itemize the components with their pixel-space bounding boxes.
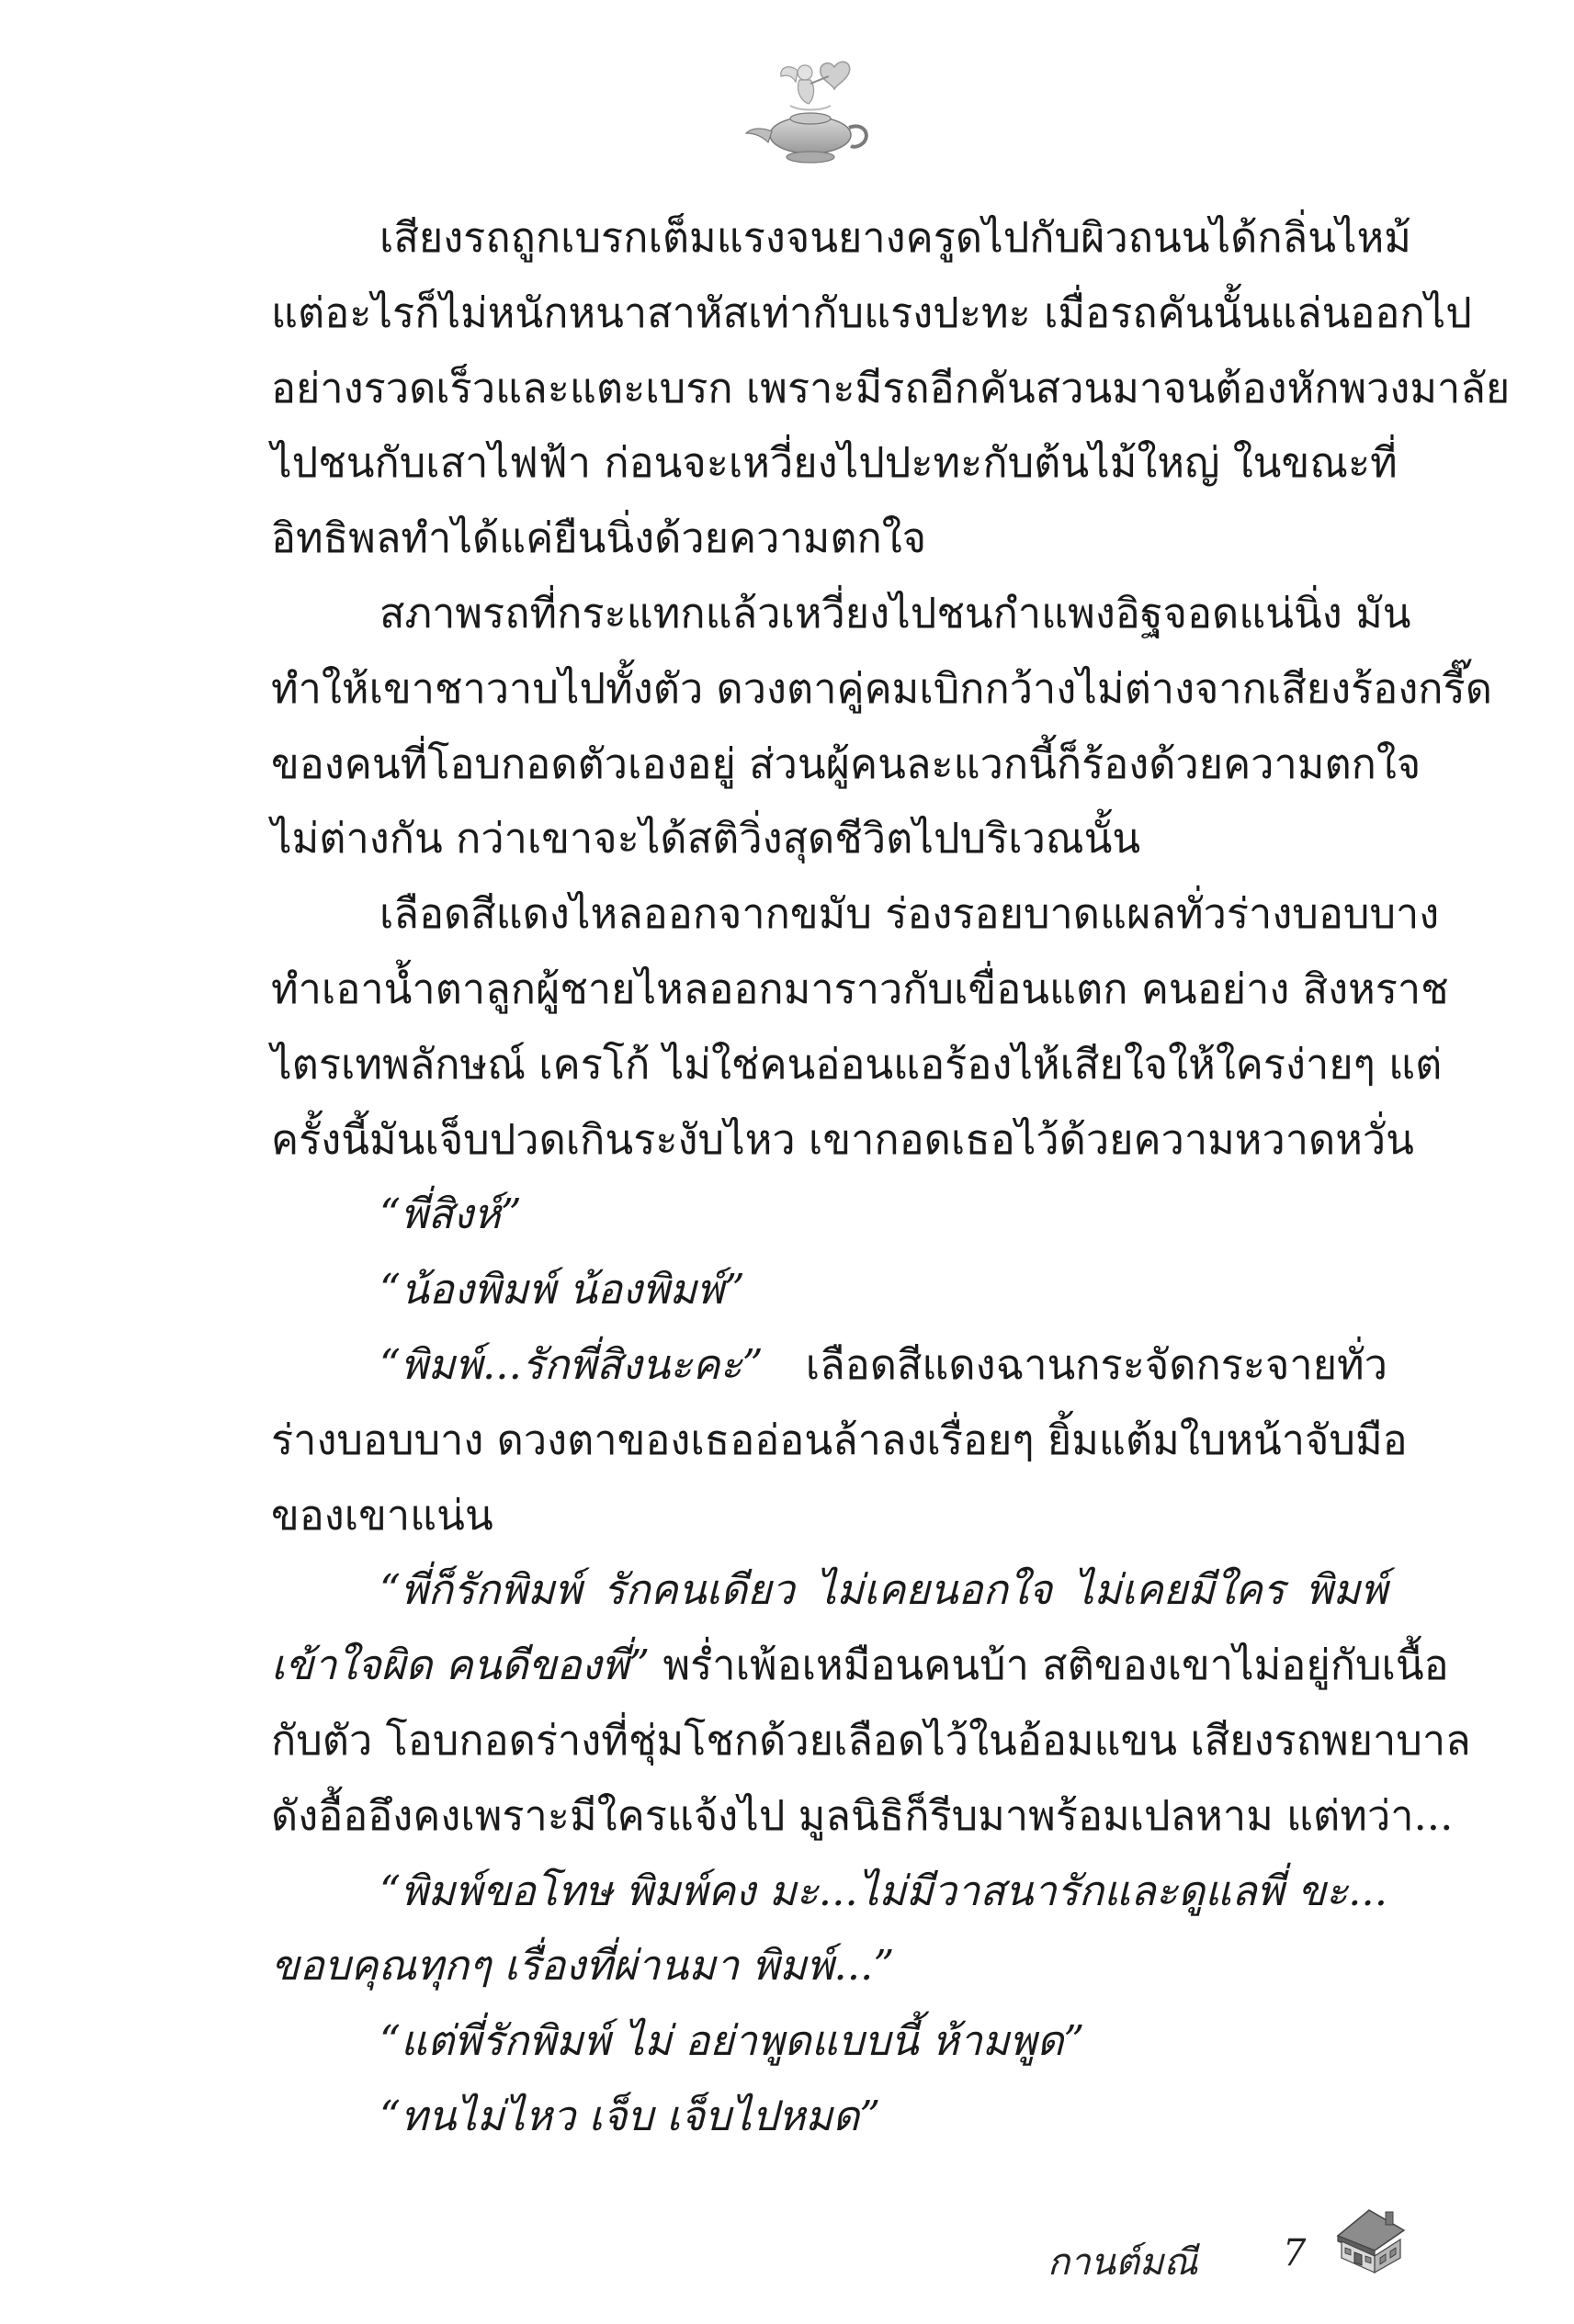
narration-fragment: พร่ำเพ้อเหมือนคนบ้า สติของเขาไม่อยู่กับเนื้อ: [650, 1641, 1449, 1690]
text-line: กับตัว โอบกอดร่างที่ชุ่มโชกด้วยเลือดไว้ในอ้อมแขน เสียงรถพยาบาล: [271, 1715, 1471, 1765]
text-line: เสียงรถถูกเบรกเต็มแรงจนยางครูดไปกับผิวถนนได้กลิ่นไหม้: [379, 213, 1411, 262]
running-title: กานต์มณี: [1047, 2241, 1198, 2284]
text-line: ไตรเทพลักษณ์ เครโก้ ไม่ใช่คนอ่อนแอร้องไห้เสียใจให้ใครง่ายๆ แต่: [271, 1039, 1443, 1089]
text-line: ของเขาแน่น: [271, 1490, 493, 1540]
text-line: แต่อะไรก็ไม่หนักหนาสาหัสเท่ากับแรงปะทะ เมื่อรถคันนั้นแล่นออกไป: [271, 288, 1472, 337]
dialogue-line: “พี่สิงห์”: [379, 1190, 522, 1239]
text-line: สภาพรถที่กระแทกแล้วเหวี่ยงไปชนกำแพงอิฐจอดแน่นิ่ง มัน: [379, 588, 1411, 637]
text-line: ทำให้เขาชาวาบไปทั้งตัว ดวงตาคู่คมเบิกกว้างไม่ต่างจากเสียงร้องกรี๊ด: [271, 663, 1492, 713]
narration-fragment: เลือดสีแดงฉานกระจัดกระจายทั่ว: [763, 1339, 1387, 1389]
dialogue-line: “แต่พี่รักพิมพ์ ไม่ อย่าพูดแบบนี้ ห้ามพูด”: [379, 2016, 1085, 2066]
page-number: 7: [1283, 2232, 1307, 2274]
text-line: [271, 1327, 1387, 1403]
teapot-cupid-ornament-icon: [744, 51, 882, 170]
dialogue-line: “น้องพิมพ์ น้องพิมพ์”: [379, 1265, 745, 1314]
dialogue-line: “พิมพ์ขอโทษ พิมพ์คง มะ...ไม่มีวาสนารักและดูแลพี่ ขะ...: [379, 1866, 1387, 1915]
text-line: ดังอื้ออึงคงเพราะมีใครแจ้งไป มูลนิธิก็รีบมาพร้อมเปลหาม แต่ทว่า...: [271, 1790, 1454, 1840]
text-line: อย่างรวดเร็วและแตะเบรก เพราะมีรถอีกคันสวนมาจนต้องหักพวงมาลัย: [271, 363, 1511, 412]
text-line: ครั้งนี้มันเจ็บปวดเกินระงับไหว เขากอดเธอไว้ด้วยความหวาดหวั่น: [271, 1114, 1414, 1164]
text-line: ทำเอาน้ำตาลูกผู้ชายไหลออกมาราวกับเขื่อนแตก คนอย่าง สิงหราช: [271, 964, 1449, 1013]
text-line: เลือดสีแดงไหลออกจากขมับ ร่องรอยบาดแผลทั่วร่างบอบบาง: [379, 889, 1440, 939]
text-line: [271, 1628, 1449, 1703]
text-line: ไม่ต่างกัน กว่าเขาจะได้สติวิ่งสุดชีวิตไปบริเวณนั้น: [271, 814, 1141, 863]
text-line: ของคนที่โอบกอดตัวเองอยู่ ส่วนผู้คนละแวกนี้ก็ร้องด้วยความตกใจ: [271, 739, 1421, 788]
text-line: ร่างบอบบาง ดวงตาของเธออ่อนล้าลงเรื่อยๆ ยิ้มแต้มใบหน้าจับมือ: [271, 1415, 1408, 1464]
story-text: [271, 200, 1511, 2154]
dialogue-fragment: เข้าใจผิด คนดีของพี่”: [271, 1641, 651, 1690]
page-footer: [0, 2232, 1574, 2324]
dialogue-line: ขอบคุณทุกๆ เรื่องที่ผ่านมา พิมพ์...”: [271, 1941, 895, 1991]
dialogue-line: “ทนไม่ไหว เจ็บ เจ็บไปหมด”: [379, 2091, 881, 2140]
house-icon: [1332, 2205, 1408, 2274]
text-line: อิทธิพลทำได้แค่ยืนนิ่งด้วยความตกใจ: [271, 513, 927, 563]
text-line: ไปชนกับเสาไฟฟ้า ก่อนจะเหวี่ยงไปปะทะกับต้นไม้ใหญ่ ในขณะที่: [271, 438, 1398, 488]
dialogue-line: “พี่ก็รักพิมพ์ รักคนเดียว ไม่เคยนอกใจ ไม่เคยมีใคร พิมพ์: [379, 1565, 1387, 1615]
dialogue-fragment: “พิมพ์...รักพี่สิงนะคะ”: [379, 1339, 764, 1389]
